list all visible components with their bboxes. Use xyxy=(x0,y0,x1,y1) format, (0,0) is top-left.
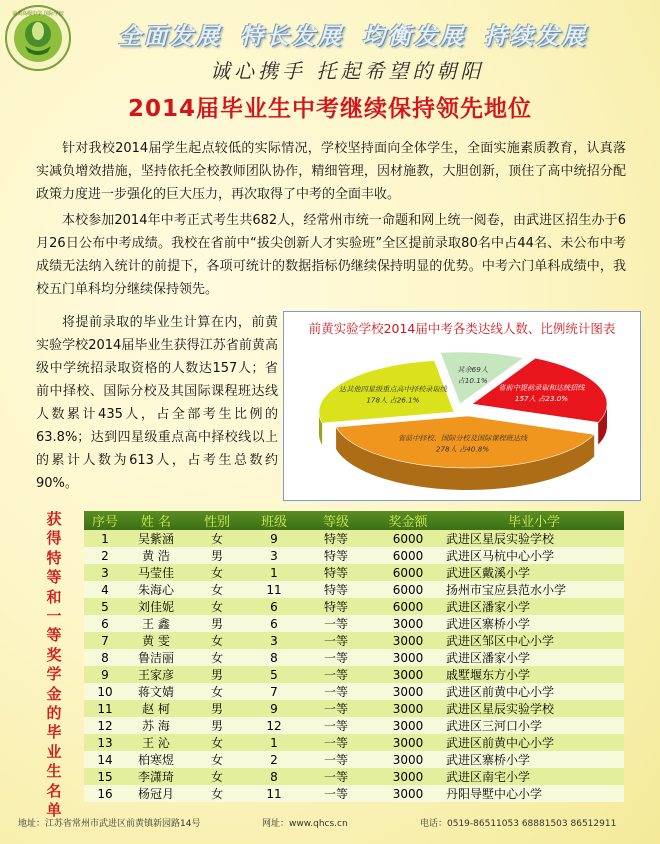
chart-title: 前黄实验学校2014届中考各类达线人数、比例统计图表 xyxy=(308,321,616,336)
cell-grade: 一等 xyxy=(300,700,372,717)
cell-amount: 6000 xyxy=(372,581,444,598)
table-row xyxy=(84,666,624,683)
cell-school: 武进区潘家小学 xyxy=(444,598,624,615)
table-row xyxy=(84,683,624,700)
cell-amount: 3000 xyxy=(372,785,444,802)
cell-name: 王 鑫 xyxy=(126,615,186,632)
cell-amount: 3000 xyxy=(372,683,444,700)
cell-class: 7 xyxy=(248,683,300,700)
award-list-label: 获得特等和一等奖学金的毕业生名单 xyxy=(46,510,62,820)
cell-class: 12 xyxy=(248,717,300,734)
cell-school: 武进区前黄中心小学 xyxy=(444,734,624,751)
cell-grade: 特等 xyxy=(300,530,372,547)
cell-name: 刘佳妮 xyxy=(126,598,186,615)
cell-gender: 女 xyxy=(186,768,248,785)
cell-gender: 男 xyxy=(186,717,248,734)
table-row xyxy=(84,632,624,649)
footer-phone: 电话：0519-86511053 68881503 86512911 xyxy=(420,819,617,829)
cell-name: 黄 浩 xyxy=(126,547,186,564)
slogan-3: 均衡发展 xyxy=(362,24,466,50)
cell-index: 2 xyxy=(84,547,126,564)
cell-grade: 一等 xyxy=(300,683,372,700)
cell-school: 武进区戴溪小学 xyxy=(444,564,624,581)
cell-class: 3 xyxy=(248,632,300,649)
cell-class: 8 xyxy=(248,768,300,785)
cell-class: 1 xyxy=(248,734,300,751)
cell-gender: 女 xyxy=(186,734,248,751)
cell-name: 苏 海 xyxy=(126,717,186,734)
table-row xyxy=(84,717,624,734)
cell-grade: 一等 xyxy=(300,734,372,751)
cell-gender: 女 xyxy=(186,530,248,547)
cell-name: 鲁洁丽 xyxy=(126,649,186,666)
pie-slice-value: 157人 占23.0% xyxy=(514,393,569,403)
cell-gender: 男 xyxy=(186,666,248,683)
pie-slice-label: 其余69人 xyxy=(457,364,489,374)
table-header-row xyxy=(84,511,624,530)
cell-name: 马莹佳 xyxy=(126,564,186,581)
table-row xyxy=(84,615,624,632)
logo-text: 前黄高级中学 国际学校 xyxy=(12,11,64,17)
cell-gender: 男 xyxy=(186,700,248,717)
slogan-4: 持续发展 xyxy=(484,24,588,50)
cell-name: 王 沁 xyxy=(126,734,186,751)
col-header-class: 班级 xyxy=(248,511,300,530)
pie-slice-value: 占10.1% xyxy=(457,375,488,385)
school-logo xyxy=(4,4,72,72)
pie-slice-value: 278人 占40.8% xyxy=(435,444,490,454)
col-header-name: 姓 名 xyxy=(126,511,186,530)
cell-class: 2 xyxy=(248,751,300,768)
table-row xyxy=(84,734,624,751)
slogan-row xyxy=(118,18,588,51)
footer-website: 网址：www.qhcs.cn xyxy=(262,819,348,829)
cell-index: 9 xyxy=(84,666,126,683)
cell-grade: 一等 xyxy=(300,751,372,768)
cell-amount: 3000 xyxy=(372,632,444,649)
table-row xyxy=(84,700,624,717)
footer-address: 地址：江苏省常州市武进区前黄镇新园路14号 xyxy=(18,819,201,829)
cell-gender: 女 xyxy=(186,564,248,581)
table-row xyxy=(84,785,624,802)
col-header-gender: 性别 xyxy=(186,511,248,530)
cell-class: 8 xyxy=(248,649,300,666)
cell-grade: 一等 xyxy=(300,768,372,785)
cell-gender: 男 xyxy=(186,547,248,564)
col-header-amount: 奖金额 xyxy=(372,511,444,530)
cell-school: 武进区马杭中心小学 xyxy=(444,547,624,564)
cell-amount: 6000 xyxy=(372,564,444,581)
cell-school: 武进区寨桥小学 xyxy=(444,751,624,768)
cell-amount: 3000 xyxy=(372,717,444,734)
cell-amount: 3000 xyxy=(372,768,444,785)
cell-amount: 3000 xyxy=(372,751,444,768)
cell-index: 14 xyxy=(84,751,126,768)
table-row xyxy=(84,581,624,598)
cell-gender: 女 xyxy=(186,581,248,598)
cell-amount: 3000 xyxy=(372,666,444,683)
cell-gender: 女 xyxy=(186,751,248,768)
cell-gender: 男 xyxy=(186,615,248,632)
cell-index: 5 xyxy=(84,598,126,615)
cell-index: 3 xyxy=(84,564,126,581)
cell-grade: 一等 xyxy=(300,666,372,683)
cell-gender: 女 xyxy=(186,632,248,649)
table-row xyxy=(84,649,624,666)
cell-index: 4 xyxy=(84,581,126,598)
pie-chart-panel xyxy=(283,311,641,501)
table-row xyxy=(84,751,624,768)
cell-school: 武进区邹区中心小学 xyxy=(444,632,624,649)
cell-name: 柏寒煜 xyxy=(126,751,186,768)
pie-slice-label: 省前中提前录取和达统招线 xyxy=(498,382,585,392)
cell-grade: 特等 xyxy=(300,547,372,564)
cell-school: 武进区寨桥小学 xyxy=(444,615,624,632)
motto: 诚心携手 托起希望的朝阳 xyxy=(210,59,485,83)
cell-grade: 一等 xyxy=(300,632,372,649)
cell-class: 9 xyxy=(248,530,300,547)
cell-grade: 特等 xyxy=(300,581,372,598)
cell-school: 武进区星辰实验学校 xyxy=(444,700,624,717)
cell-name: 杨冠月 xyxy=(126,785,186,802)
cell-grade: 一等 xyxy=(300,615,372,632)
paragraph-results: 本校参加2014年中考正式考生共682人，经常州市统一命题和网上统一阅卷，由武进区招生办于6月26日公布中考成绩。我校在省前中“拔尖创新人才实验班”全区提前录取80名中占44名、未公布中考成绩无法纳入统计的前提下，各项可统计的数据指标仍继续保持明显的优势。中考六门单科成绩中，我校五门单科均分继续保持领先。 xyxy=(36,213,626,297)
cell-school: 武进区前黄中心小学 xyxy=(444,683,624,700)
cell-name: 朱海心 xyxy=(126,581,186,598)
cell-name: 赵 柯 xyxy=(126,700,186,717)
paragraph-admission: 将提前录取的毕业生计算在内，前黄实验学校2014届毕业生获得江苏省前黄高级中学统招录取资格的人数达157人；省前中择校、国际分校及其国际课程班达线人数累计435人，占全部考生比例的63.8%；达到四星级重点高中择校线以上的累计人数为613人，占考生总数约90%。 xyxy=(36,315,278,491)
slogan-1: 全面发展 xyxy=(118,24,222,50)
cell-school: 武进区南宅小学 xyxy=(444,768,624,785)
cell-name: 吴紫涵 xyxy=(126,530,186,547)
table-row xyxy=(84,547,624,564)
cell-index: 15 xyxy=(84,768,126,785)
cell-amount: 3000 xyxy=(372,649,444,666)
cell-school: 武进区星辰实验学校 xyxy=(444,530,624,547)
pie-slice-label: 省前中择校、国际分校及国际课程班达线 xyxy=(397,433,528,443)
cell-name: 黄 雯 xyxy=(126,632,186,649)
table-row xyxy=(84,598,624,615)
cell-gender: 女 xyxy=(186,649,248,666)
col-header-grade: 等级 xyxy=(300,511,372,530)
footer xyxy=(0,816,660,830)
cell-amount: 6000 xyxy=(372,530,444,547)
cell-school: 武进区潘家小学 xyxy=(444,649,624,666)
cell-school: 扬州市宝应县范水小学 xyxy=(444,581,624,598)
cell-grade: 特等 xyxy=(300,564,372,581)
cell-class: 9 xyxy=(248,700,300,717)
cell-index: 7 xyxy=(84,632,126,649)
cell-index: 6 xyxy=(84,615,126,632)
cell-amount: 6000 xyxy=(372,598,444,615)
cell-class: 5 xyxy=(248,666,300,683)
cell-class: 6 xyxy=(248,598,300,615)
col-header-school: 毕业小学 xyxy=(444,511,624,530)
cell-gender: 女 xyxy=(186,598,248,615)
cell-grade: 特等 xyxy=(300,598,372,615)
cell-class: 3 xyxy=(248,547,300,564)
cell-name: 王家彦 xyxy=(126,666,186,683)
page-title: 2014届毕业生中考继续保持领先地位 xyxy=(127,96,532,122)
pie-slice-value: 178人 占26.1% xyxy=(366,395,420,405)
cell-amount: 3000 xyxy=(372,615,444,632)
cell-amount: 3000 xyxy=(372,734,444,751)
cell-index: 11 xyxy=(84,700,126,717)
cell-class: 11 xyxy=(248,785,300,802)
scholarship-table xyxy=(84,511,624,802)
cell-class: 1 xyxy=(248,564,300,581)
cell-name: 李潇琦 xyxy=(126,768,186,785)
table-row xyxy=(84,768,624,785)
cell-amount: 3000 xyxy=(372,700,444,717)
cell-grade: 一等 xyxy=(300,649,372,666)
cell-school: 丹阳导墅中心小学 xyxy=(444,785,624,802)
table-body xyxy=(84,530,624,802)
cell-grade: 一等 xyxy=(300,785,372,802)
cell-index: 12 xyxy=(84,717,126,734)
pie-chart xyxy=(284,312,640,500)
table-row xyxy=(84,564,624,581)
table-row xyxy=(84,530,624,547)
cell-amount: 6000 xyxy=(372,547,444,564)
cell-index: 1 xyxy=(84,530,126,547)
cell-grade: 一等 xyxy=(300,717,372,734)
cell-index: 10 xyxy=(84,683,126,700)
cell-class: 11 xyxy=(248,581,300,598)
cell-index: 16 xyxy=(84,785,126,802)
cell-school: 武进区三河口小学 xyxy=(444,717,624,734)
pie-slice-label: 达其他四星级重点高中择校录取线 xyxy=(339,384,447,394)
slogan-2: 特长发展 xyxy=(240,24,344,50)
cell-gender: 女 xyxy=(186,785,248,802)
cell-index: 8 xyxy=(84,649,126,666)
col-header-index: 序号 xyxy=(84,511,126,530)
cell-name: 蒋文婧 xyxy=(126,683,186,700)
cell-gender: 女 xyxy=(186,683,248,700)
cell-index: 13 xyxy=(84,734,126,751)
cell-class: 6 xyxy=(248,615,300,632)
paragraph-intro: 针对我校2014届学生起点较低的实际情况，学校坚持面向全体学生，全面实施素质教育，认真落实减负增效措施，坚持依托全校教师团队协作，精细管理，因材施教，大胆创新，顶住了高中统招分配政策力度进一步强化的巨大压力，再次取得了中考的全面丰收。 xyxy=(36,141,626,202)
cell-school: 戚墅堰东方小学 xyxy=(444,666,624,683)
